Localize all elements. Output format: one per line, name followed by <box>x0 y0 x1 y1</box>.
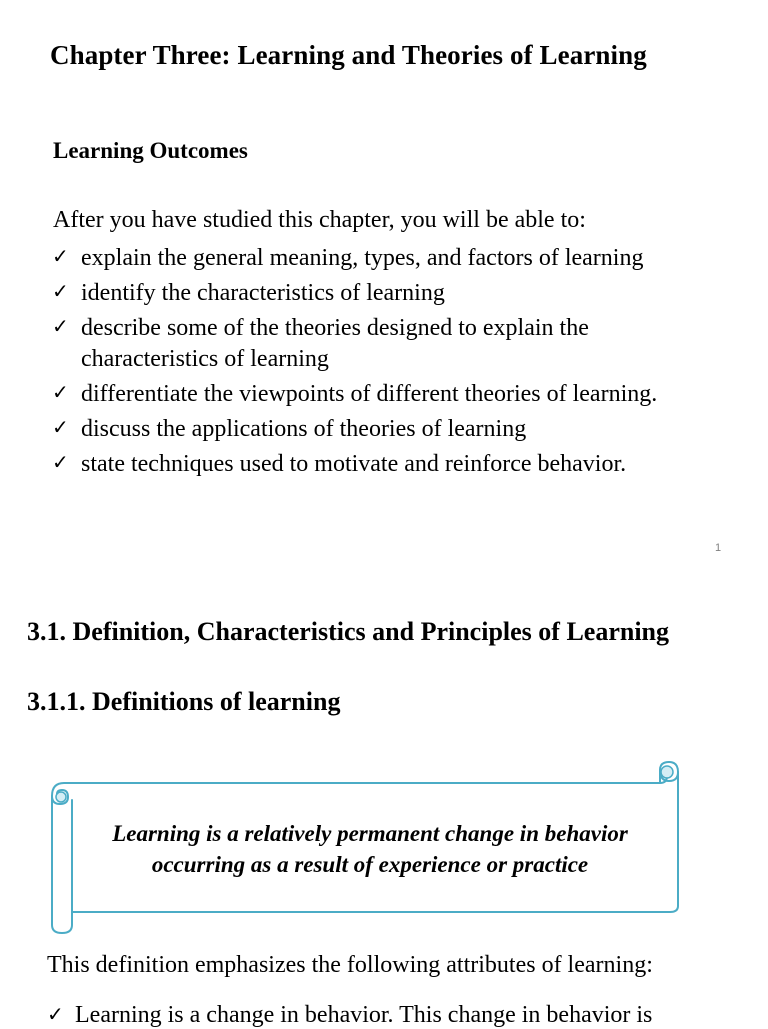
check-icon: ✓ <box>52 415 69 439</box>
check-icon: ✓ <box>52 314 69 338</box>
section-heading: 3.1. Definition, Characteristics and Principles of Learning <box>27 617 670 646</box>
list-item <box>52 379 657 410</box>
definition-scroll-box <box>48 760 684 940</box>
attributes-intro: This definition emphasizes the following attributes of learning: <box>47 952 653 978</box>
subsection-heading: 3.1.1. Definitions of learning <box>27 687 341 716</box>
definition-line-1: Learning is a relatively permanent change in behavior <box>112 821 628 846</box>
attribute-text: Learning is a change in behavior. This change in behavior is <box>75 1002 653 1028</box>
definition-line-2: occurring as a result of experience or practice <box>151 852 589 877</box>
outcome-text-continued: characteristics of learning <box>81 346 329 372</box>
page-number: 1 <box>715 542 722 554</box>
outcome-text: identify the characteristics of learning <box>81 280 445 306</box>
outcome-text: differentiate the viewpoints of different theories of learning. <box>81 381 658 407</box>
list-item <box>52 414 657 445</box>
list-item <box>52 278 657 309</box>
outcome-text: explain the general meaning, types, and factors of learning <box>81 245 644 271</box>
list-item <box>47 1002 652 1029</box>
list-item <box>52 449 657 480</box>
outcome-text: state techniques used to motivate and reinforce behavior. <box>81 451 627 477</box>
definition-text <box>72 818 668 880</box>
learning-outcomes-heading: Learning Outcomes <box>53 138 248 163</box>
check-icon: ✓ <box>52 279 69 303</box>
check-icon: ✓ <box>52 380 69 404</box>
list-item <box>52 243 657 274</box>
check-icon: ✓ <box>52 244 69 268</box>
check-icon: ✓ <box>52 450 69 474</box>
outcome-text: describe some of the theories designed to explain the <box>81 315 589 341</box>
outcome-text: discuss the applications of theories of learning <box>81 416 527 442</box>
check-icon: ✓ <box>47 1002 64 1026</box>
outcome-list <box>52 243 657 484</box>
outcomes-intro: After you have studied this chapter, you will be able to: <box>53 207 586 233</box>
list-item <box>52 313 657 375</box>
chapter-title: Chapter Three: Learning and Theories of Learning <box>50 40 647 70</box>
